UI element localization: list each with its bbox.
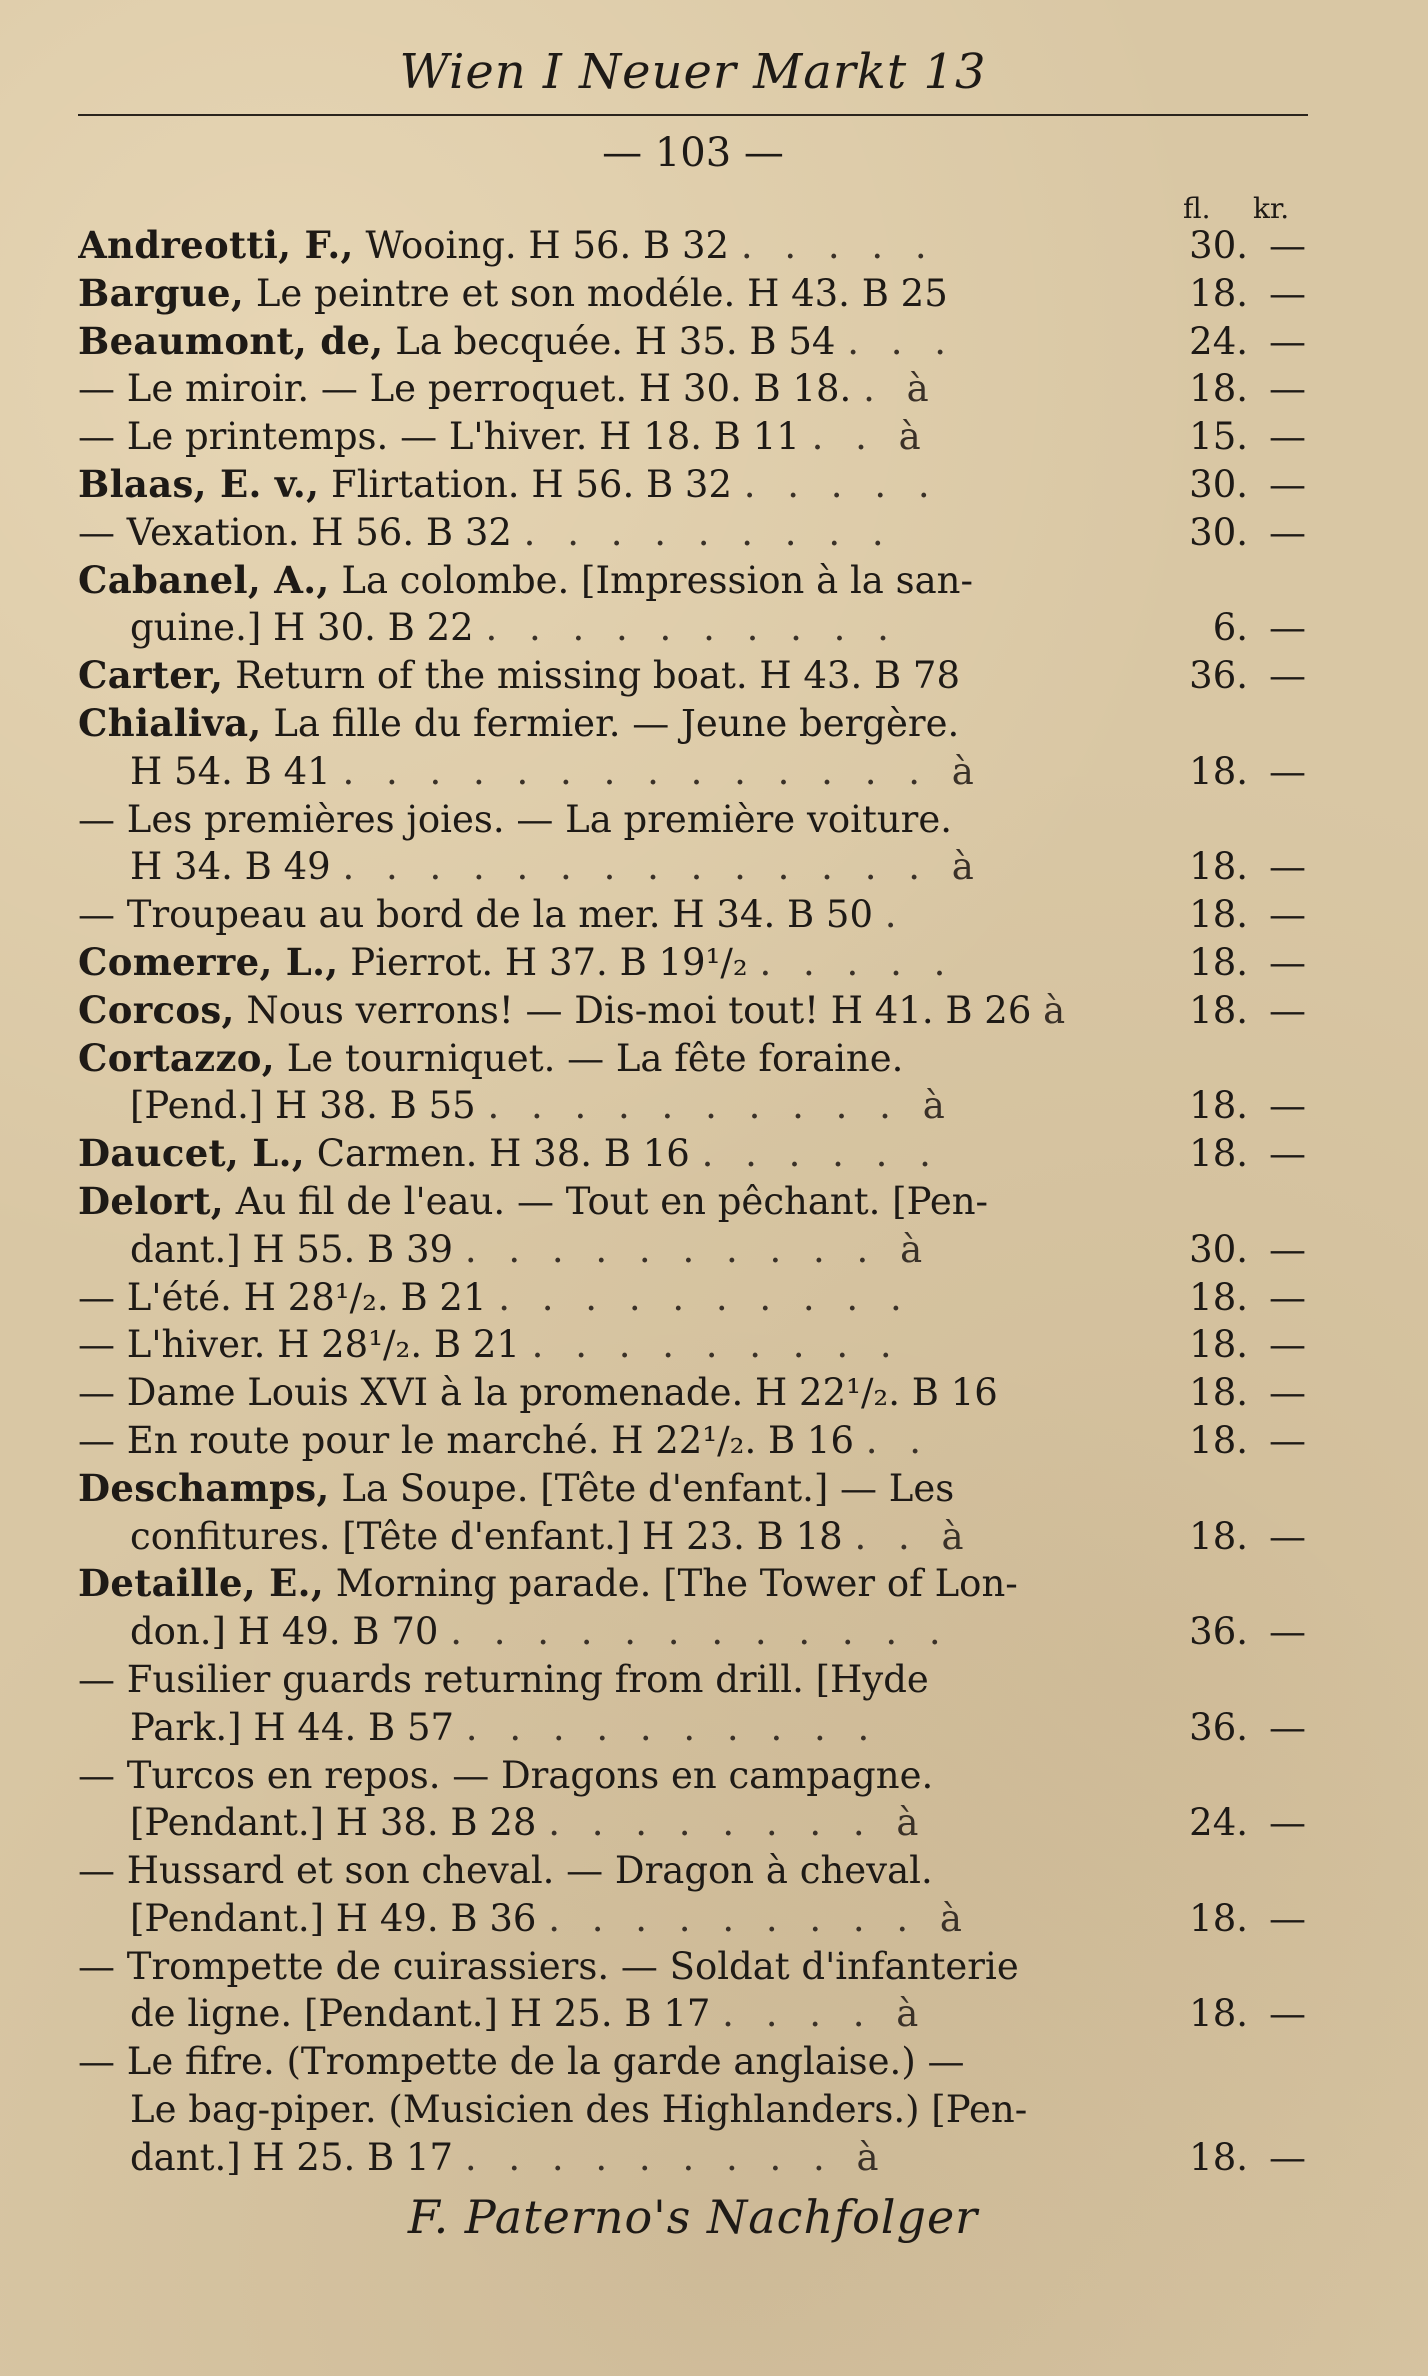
price-kreuzer: — [1269,749,1306,793]
artist-name: Comerre, L., [78,939,339,984]
price [1168,1082,1308,1130]
entry-text: — Trompette de cuirassiers. — Soldat d'infanterie [78,1944,1019,1988]
entry-line [78,1417,1163,1465]
price-kreuzer: — [1269,654,1306,698]
entry-text: — Vexation. H 56. B 32 [78,510,512,554]
dot-leader: . . . . . . . . . . à [464,1227,933,1271]
price-florin: 15. [1189,415,1248,459]
catalog-page [78,40,1308,2340]
entry-text: Flirtation. H 56. B 32 [331,462,732,506]
dot-leader: . . . . à [722,1992,929,2036]
entry-line [78,413,1163,461]
artist-name: Cortazzo, [78,1035,275,1080]
price [1168,1513,1308,1561]
price [1168,270,1308,318]
artist-name: Beaumont, de, [78,318,384,363]
entry-text: — L'été. H 28¹/₂. B 21 [78,1275,487,1319]
entry-text: Pierrot. H 37. B 19¹/₂ [350,940,748,984]
price-kreuzer: — [1269,1132,1306,1176]
entry-text: de ligne. [Pendant.] H 25. B 17 [130,1992,711,2036]
price [1168,222,1308,270]
entry-text: guine.] H 30. B 22 [130,606,474,650]
artist-name: Daucet, L., [78,1131,305,1176]
dot-leader: . . . . . . . . . . [485,606,899,650]
publisher-footer: F. Paterno's Nachfolger [407,2190,979,2244]
entry-text: — Hussard et son cheval. — Dragon à cheval. [78,1849,933,1893]
price-kreuzer: — [1269,319,1306,363]
entry-line [78,1752,1163,1800]
price [1168,1704,1308,1752]
entry-text: dant.] H 55. B 39 [130,1227,454,1271]
entry-line [78,1465,1163,1513]
dot-leader: à [1043,988,1076,1032]
price-kreuzer: — [1269,1275,1306,1319]
price [1168,1321,1308,1369]
price-florin: 36. [1189,1610,1248,1654]
price [1168,748,1308,796]
entry-text: La fille du fermier. — Jeune bergère. [273,701,960,745]
artist-name: Bargue, [78,270,245,315]
price-florin: 36. [1189,1705,1248,1749]
price [1168,843,1308,891]
price-kreuzer: — [1269,606,1306,650]
dot-leader: . à [863,367,939,411]
entry-line [78,509,1163,557]
price-florin: 24. [1189,1801,1248,1845]
price [1168,461,1308,509]
kreuzer-column-header: kr. [1253,192,1290,225]
entry-line [78,1704,1163,1752]
price [1168,939,1308,987]
catalog-entry [78,1321,1308,1369]
catalog-entry [78,1943,1308,2039]
entry-text: — L'hiver. H 28¹/₂. B 21 [78,1323,520,1367]
entry-text: confitures. [Tête d'enfant.] H 23. B 18 [130,1514,843,1558]
price [1168,1799,1308,1847]
price-kreuzer: — [1269,271,1306,315]
entry-text: [Pend.] H 38. B 55 [130,1084,476,1128]
entry-line [78,1035,1163,1083]
catalog-entry [78,2038,1308,2181]
dot-leader: . . . . . . . . . . . . . . à [342,749,984,793]
entry-line [78,700,1163,748]
entry-text: — Le fifre. (Trompette de la garde anglaise.) — [78,2040,965,2084]
price [1168,891,1308,939]
entry-text: — Turcos en repos. — Dragons en campagne. [78,1753,934,1797]
price-florin: 18. [1189,1371,1248,1415]
entry-line [78,1321,1163,1369]
entry-text: — En route pour le marché. H 22¹/₂. B 16 [78,1418,855,1462]
price-florin: 18. [1189,845,1248,889]
entry-text: La colombe. [Impression à la san- [341,558,973,602]
entry-text: — Le printemps. — L'hiver. H 18. B 11 [78,415,800,459]
price-florin: 18. [1189,1896,1248,1940]
price [1168,1226,1308,1274]
price [1168,652,1308,700]
dot-leader: . . . . . . . . à [548,1801,929,1845]
entry-line [78,365,1163,413]
entry-line [78,891,1163,939]
catalog-entry [78,1274,1308,1322]
entry-line [78,1274,1163,1322]
price-kreuzer: — [1269,1227,1306,1271]
price-florin: 24. [1189,319,1248,363]
dot-leader: . . . . . [740,224,937,267]
price [1168,2134,1308,2182]
running-head: Wien I Neuer Markt 13 [399,44,987,100]
price-florin: 18. [1189,749,1248,793]
catalog-entry [78,461,1308,509]
price-kreuzer: — [1269,1610,1306,1654]
price-florin: 18. [1189,1418,1248,1462]
entry-line [78,2134,1163,2182]
price-florin: 36. [1189,654,1248,698]
entry-text: — Le miroir. — Le perroquet. H 30. B 18. [78,367,852,411]
price [1168,365,1308,413]
dot-leader: . . [865,1418,932,1462]
price-kreuzer: — [1269,893,1306,937]
artist-name: Corcos, [78,987,235,1032]
entry-line [78,1560,1163,1608]
price-kreuzer: — [1269,940,1306,984]
entry-line [78,557,1163,605]
price-kreuzer: — [1269,462,1306,506]
price [1168,1417,1308,1465]
price-florin: 18. [1189,367,1248,411]
catalog-entry [78,222,1308,270]
entry-line [78,1178,1163,1226]
catalog-entry [78,1417,1308,1465]
entry-line [78,796,1163,844]
entry-line [78,1656,1163,1704]
entry-text: [Pendant.] H 49. B 36 [130,1896,537,1940]
entry-text: Le peintre et son modéle. H 43. B 25 [255,271,948,315]
catalog-entry [78,1130,1308,1178]
entry-line [78,1990,1163,2038]
entry-line [78,1608,1163,1656]
catalog-entry [78,1847,1308,1943]
catalog-entry [78,987,1308,1035]
price-kreuzer: — [1269,1371,1306,1415]
price-kreuzer: — [1269,988,1306,1032]
catalog-entry [78,557,1308,653]
price [1168,1895,1308,1943]
price-florin: 30. [1189,1227,1248,1271]
florin-column-header: fl. [1183,192,1211,225]
price-florin: 18. [1189,940,1248,984]
catalog-entry [78,796,1308,892]
dot-leader: . . . . . [759,940,956,984]
catalog-entry [78,1369,1308,1417]
price [1168,509,1308,557]
entry-text: — Dame Louis XVI à la promenade. H 22¹/₂. B 16 [78,1371,998,1415]
page-number: — 103 — [602,130,784,176]
catalog-entry [78,1752,1308,1848]
dot-leader: . . . . . . [701,1132,941,1176]
entry-line [78,1943,1163,1991]
entry-line [78,1369,1163,1417]
entry-text: Return of the missing boat. H 43. B 78 [235,654,961,698]
dot-leader: . . . . . . . . . . [498,1275,912,1319]
entry-line [78,1895,1163,1943]
price [1168,1608,1308,1656]
entry-text: — Les premières joies. — La première voiture. [78,797,953,841]
price-kreuzer: — [1269,415,1306,459]
price-kreuzer: — [1269,1801,1306,1845]
artist-name: Andreotti, F., [78,223,354,267]
artist-name: Chialiva, [78,700,262,745]
catalog-entry [78,1656,1308,1752]
price [1168,1130,1308,1178]
price-florin: 18. [1189,271,1248,315]
entry-line [78,843,1163,891]
entry-text: La Soupe. [Tête d'enfant.] — Les [341,1466,955,1510]
catalog-entry [78,270,1308,318]
catalog-entry [78,1465,1308,1561]
price [1168,604,1308,652]
entry-text: dant.] H 25. B 17 [130,2135,454,2179]
entry-line [78,222,1163,270]
artist-name: Carter, [78,653,224,698]
entry-line [78,987,1163,1035]
price-kreuzer: — [1269,510,1306,554]
price [1168,413,1308,461]
price-florin: 18. [1189,1992,1248,2036]
price-florin: 30. [1189,462,1248,506]
price [1168,1990,1308,2038]
dot-leader: . . . . . . . . . [523,510,894,554]
entry-text: Carmen. H 38. B 16 [316,1132,690,1176]
entry-text: Le bag-piper. (Musicien des Highlanders.) [Pen- [130,2088,1028,2132]
entry-line [78,939,1163,987]
entry-text: H 34. B 49 [130,845,331,889]
entry-text: Nous verrons! — Dis-moi tout! H 41. B 26 [246,988,1032,1032]
dot-leader: . . . [847,319,957,363]
price-kreuzer: — [1269,2135,1306,2179]
price-florin: 18. [1189,1275,1248,1319]
price [1168,1274,1308,1322]
entry-text: H 54. B 41 [130,749,331,793]
price [1168,1369,1308,1417]
entry-text: — Troupeau au bord de la mer. H 34. B 50 [78,893,873,937]
catalog-entries [78,222,1308,2182]
price-kreuzer: — [1269,845,1306,889]
dot-leader: . . à [811,415,931,459]
entry-line [78,270,1163,318]
artist-name: Blaas, E. v., [78,461,320,506]
entry-text: Le tourniquet. — La fête foraine. [286,1036,904,1080]
catalog-entry [78,413,1308,461]
entry-text: Morning parade. [The Tower of Lon- [335,1562,1018,1606]
price [1168,987,1308,1035]
entry-line [78,1130,1163,1178]
dot-leader: . . . . . . . . . [531,1323,902,1367]
price-kreuzer: — [1269,1323,1306,1367]
entry-line [78,604,1163,652]
dot-leader: . . . . . . . . . . [465,1705,880,1749]
entry-text: Park.] H 44. B 57 [130,1705,455,1749]
entry-line [78,2038,1163,2086]
dot-leader: . . . . . . . . . à [548,1896,972,1940]
header-rule [78,114,1308,116]
entry-line [78,2086,1163,2134]
entry-text: [Pendant.] H 38. B 28 [130,1801,537,1845]
price-kreuzer: — [1269,367,1306,411]
entry-text: Wooing. H 56. B 32 [365,224,730,267]
catalog-entry [78,939,1308,987]
catalog-entry [78,1560,1308,1656]
dot-leader: . . . . . . . . . . . . [450,1610,951,1654]
price [1168,318,1308,366]
catalog-entry [78,365,1308,413]
currency-column-headers [78,184,1308,225]
price-florin: 18. [1189,893,1248,937]
artist-name: Deschamps, [78,1465,330,1510]
catalog-entry [78,1178,1308,1274]
entry-line [78,318,1163,366]
catalog-entry [78,318,1308,366]
dot-leader: . . . . . . . . . à [464,2135,889,2179]
entry-line [78,1082,1163,1130]
catalog-entry [78,1035,1308,1131]
price-florin: 6. [1212,606,1248,650]
price-florin: 18. [1189,988,1248,1032]
price-kreuzer: — [1269,1992,1306,2036]
price-florin: 18. [1189,1132,1248,1176]
price-kreuzer: — [1269,1084,1306,1128]
entry-text: La becquée. H 35. B 54 [395,319,836,363]
price-kreuzer: — [1269,1705,1306,1749]
entry-line [78,748,1163,796]
entry-text: — Fusilier guards returning from drill. [Hyde [78,1657,929,1701]
entry-line [78,1226,1163,1274]
dot-leader: . . à [854,1514,974,1558]
entry-text: don.] H 49. B 70 [130,1610,439,1654]
price-florin: 18. [1189,1084,1248,1128]
price-kreuzer: — [1269,1514,1306,1558]
price-florin: 18. [1189,1514,1248,1558]
artist-name: Delort, [78,1178,224,1223]
artist-name: Cabanel, A., [78,557,330,602]
catalog-entry [78,509,1308,557]
dot-leader: . . . . . . . . . . . . . . à [342,845,984,889]
entry-line [78,1513,1163,1561]
artist-name: Detaille, E., [78,1561,325,1606]
dot-leader: . [884,893,907,937]
entry-line [78,1799,1163,1847]
price-florin: 18. [1189,2135,1248,2179]
dot-leader: . . . . . . . . . . à [487,1084,955,1128]
catalog-entry [78,700,1308,796]
entry-line [78,1847,1163,1895]
catalog-entry [78,652,1308,700]
price-florin: 30. [1189,510,1248,554]
price-kreuzer: — [1269,224,1306,267]
price-florin: 30. [1189,224,1248,267]
price-kreuzer: — [1269,1896,1306,1940]
catalog-entry [78,891,1308,939]
entry-line [78,461,1163,509]
dot-leader: . . . . . [743,462,940,506]
entry-text: Au fil de l'eau. — Tout en pêchant. [Pen- [235,1179,989,1223]
entry-line [78,652,1163,700]
price-kreuzer: — [1269,1418,1306,1462]
price-florin: 18. [1189,1323,1248,1367]
